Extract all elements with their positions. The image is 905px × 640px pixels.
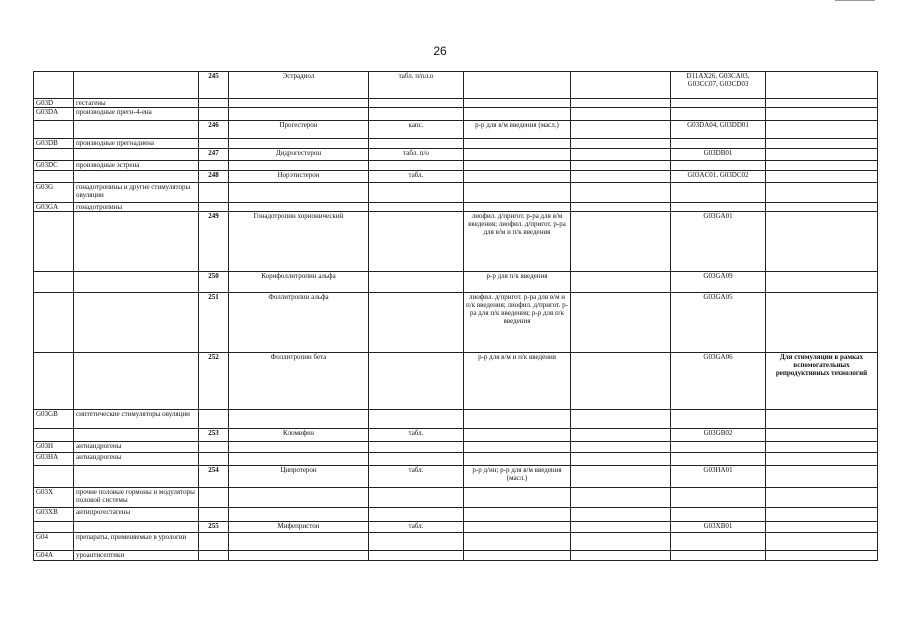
empty-cell: [369, 161, 464, 171]
dosage-form-cell: капс.: [369, 121, 464, 139]
dosage-form-solution-cell: лиофил. д/пригот. р-ра для в/м и п/к введения; лиофил. д/пригот. р-ра для п/к введения; р-р для п/к введения: [464, 293, 571, 353]
code-cell: G03DB: [34, 139, 74, 149]
empty-cell: [464, 442, 571, 453]
group-cell: препараты, применяемые в урологии: [74, 533, 199, 551]
empty-cell: [571, 442, 671, 453]
empty-cell: [74, 121, 199, 139]
dosage-form-solution-cell: [464, 429, 571, 442]
dosage-form-cell: табл.: [369, 171, 464, 183]
dosage-form-cell: [369, 272, 464, 293]
empty-cell: [229, 488, 369, 508]
empty-cell: [766, 183, 878, 203]
drug-name-cell: Фоллитропин бета: [229, 353, 369, 410]
note-cell: [766, 149, 878, 161]
empty-cell: [199, 203, 229, 212]
empty-cell: [34, 121, 74, 139]
empty-cell: [571, 99, 671, 108]
empty-cell: [34, 72, 74, 99]
drug-name-cell: Мифепристон: [229, 522, 369, 533]
dosage-form-cell: [369, 212, 464, 272]
code-cell: G03D: [34, 99, 74, 108]
drug-row: [34, 522, 878, 533]
empty-cell: [571, 212, 671, 272]
dosage-form-cell: табл. п/пл.о: [369, 72, 464, 99]
empty-cell: [671, 551, 766, 561]
empty-cell: [74, 149, 199, 161]
empty-cell: [464, 551, 571, 561]
empty-cell: [229, 551, 369, 561]
empty-cell: [34, 171, 74, 183]
code-cell: G03X: [34, 488, 74, 508]
empty-cell: [199, 410, 229, 429]
note-cell: [766, 212, 878, 272]
drug-row: [34, 149, 878, 161]
number-cell: 252: [199, 353, 229, 410]
group-cell: гонадотропины: [74, 203, 199, 212]
group-cell: антиандрогены: [74, 442, 199, 453]
drug-row: [34, 353, 878, 410]
empty-cell: [766, 442, 878, 453]
empty-cell: [229, 453, 369, 466]
dosage-form-solution-cell: [464, 149, 571, 161]
empty-cell: [671, 508, 766, 522]
empty-cell: [766, 410, 878, 429]
group-cell: производные прегнадиена: [74, 139, 199, 149]
empty-cell: [229, 410, 369, 429]
dosage-form-solution-cell: р-р для в/м и п/к введения: [464, 353, 571, 410]
empty-cell: [571, 108, 671, 121]
empty-cell: [571, 121, 671, 139]
empty-cell: [34, 212, 74, 272]
empty-cell: [369, 508, 464, 522]
class-row: [34, 183, 878, 203]
class-row: [34, 139, 878, 149]
empty-cell: [34, 429, 74, 442]
class-row: [34, 551, 878, 561]
empty-cell: [766, 551, 878, 561]
empty-cell: [229, 99, 369, 108]
note-cell: [766, 272, 878, 293]
dosage-form-cell: табл.: [369, 429, 464, 442]
empty-cell: [199, 161, 229, 171]
empty-cell: [571, 410, 671, 429]
empty-cell: [571, 453, 671, 466]
empty-cell: [229, 442, 369, 453]
empty-cell: [571, 161, 671, 171]
empty-cell: [766, 139, 878, 149]
empty-cell: [369, 410, 464, 429]
empty-cell: [74, 72, 199, 99]
group-cell: производные прегн-4-ена: [74, 108, 199, 121]
table-body: [34, 72, 878, 561]
empty-cell: [671, 442, 766, 453]
class-row: [34, 442, 878, 453]
empty-cell: [229, 508, 369, 522]
empty-cell: [464, 139, 571, 149]
empty-cell: [74, 429, 199, 442]
drug-row: [34, 171, 878, 183]
dosage-form-solution-cell: [464, 72, 571, 99]
empty-cell: [229, 203, 369, 212]
empty-cell: [464, 453, 571, 466]
empty-cell: [199, 453, 229, 466]
number-cell: 255: [199, 522, 229, 533]
dosage-form-solution-cell: [464, 171, 571, 183]
empty-cell: [766, 203, 878, 212]
empty-cell: [464, 488, 571, 508]
group-cell: антиандрогены: [74, 453, 199, 466]
empty-cell: [671, 533, 766, 551]
atc-code-cell: G03DB01: [671, 149, 766, 161]
note-cell: [766, 293, 878, 353]
empty-cell: [671, 453, 766, 466]
atc-code-cell: G03HA01: [671, 466, 766, 488]
drug-name-cell: Ципротерон: [229, 466, 369, 488]
empty-cell: [571, 466, 671, 488]
empty-cell: [571, 171, 671, 183]
empty-cell: [571, 183, 671, 203]
empty-cell: [199, 488, 229, 508]
note-cell: [766, 171, 878, 183]
empty-cell: [369, 551, 464, 561]
group-cell: синтетические стимуляторы овуляции: [74, 410, 199, 429]
drug-row: [34, 466, 878, 488]
empty-cell: [766, 508, 878, 522]
code-cell: G03DA: [34, 108, 74, 121]
dosage-form-solution-cell: [464, 522, 571, 533]
empty-cell: [74, 212, 199, 272]
empty-cell: [34, 272, 74, 293]
group-cell: производные эстрена: [74, 161, 199, 171]
empty-cell: [571, 72, 671, 99]
empty-cell: [229, 183, 369, 203]
empty-cell: [199, 183, 229, 203]
empty-cell: [199, 442, 229, 453]
group-cell: уроантисептики: [74, 551, 199, 561]
empty-cell: [464, 161, 571, 171]
dosage-form-cell: [369, 293, 464, 353]
class-row: [34, 161, 878, 171]
empty-cell: [671, 161, 766, 171]
empty-cell: [671, 410, 766, 429]
number-cell: 248: [199, 171, 229, 183]
note-cell: Для стимуляции в рамках вспомогательных репродуктивных технологий: [766, 353, 878, 410]
empty-cell: [464, 508, 571, 522]
empty-cell: [571, 522, 671, 533]
atc-code-cell: G03XB01: [671, 522, 766, 533]
empty-cell: [464, 99, 571, 108]
empty-cell: [671, 488, 766, 508]
code-cell: G04A: [34, 551, 74, 561]
empty-cell: [369, 453, 464, 466]
empty-cell: [74, 272, 199, 293]
empty-cell: [464, 183, 571, 203]
note-cell: [766, 429, 878, 442]
atc-code-cell: G03AC01, G03DC02: [671, 171, 766, 183]
code-cell: G03H: [34, 442, 74, 453]
atc-code-cell: G03GB02: [671, 429, 766, 442]
code-cell: G03HA: [34, 453, 74, 466]
empty-cell: [369, 442, 464, 453]
empty-cell: [571, 353, 671, 410]
empty-cell: [766, 453, 878, 466]
empty-cell: [671, 183, 766, 203]
drug-name-cell: Норэтистерон: [229, 171, 369, 183]
empty-cell: [199, 533, 229, 551]
number-cell: 249: [199, 212, 229, 272]
drug-row: [34, 212, 878, 272]
atc-code-cell: G03GA06: [671, 353, 766, 410]
empty-cell: [369, 108, 464, 121]
empty-cell: [369, 99, 464, 108]
empty-cell: [671, 108, 766, 121]
drug-classification-table: [33, 71, 878, 561]
drug-name-cell: Фоллитропин альфа: [229, 293, 369, 353]
empty-cell: [199, 139, 229, 149]
number-cell: 250: [199, 272, 229, 293]
code-cell: G04: [34, 533, 74, 551]
empty-cell: [34, 353, 74, 410]
drug-row: [34, 293, 878, 353]
class-row: [34, 410, 878, 429]
empty-cell: [369, 139, 464, 149]
class-row: [34, 533, 878, 551]
group-cell: антипрогестагены: [74, 508, 199, 522]
drug-row: [34, 272, 878, 293]
empty-cell: [571, 203, 671, 212]
empty-cell: [34, 293, 74, 353]
number-cell: 246: [199, 121, 229, 139]
drug-row: [34, 429, 878, 442]
empty-cell: [766, 108, 878, 121]
code-cell: G03DC: [34, 161, 74, 171]
note-cell: [766, 72, 878, 99]
code-cell: G03XB: [34, 508, 74, 522]
dosage-form-cell: табл.: [369, 466, 464, 488]
empty-cell: [199, 99, 229, 108]
empty-cell: [464, 108, 571, 121]
empty-cell: [766, 99, 878, 108]
empty-cell: [571, 508, 671, 522]
number-cell: 245: [199, 72, 229, 99]
empty-cell: [766, 488, 878, 508]
group-cell: гестагены: [74, 99, 199, 108]
empty-cell: [199, 508, 229, 522]
code-cell: G03G: [34, 183, 74, 203]
empty-cell: [199, 108, 229, 121]
class-row: [34, 488, 878, 508]
number-cell: 247: [199, 149, 229, 161]
dosage-form-solution-cell: р-р для п/к введения: [464, 272, 571, 293]
empty-cell: [369, 183, 464, 203]
empty-cell: [671, 139, 766, 149]
empty-cell: [34, 149, 74, 161]
drug-name-cell: Прогестерон: [229, 121, 369, 139]
empty-cell: [34, 466, 74, 488]
empty-cell: [671, 203, 766, 212]
empty-cell: [464, 533, 571, 551]
class-row: [34, 203, 878, 212]
dosage-form-cell: [369, 353, 464, 410]
atc-code-cell: G03DA04, G03DD01: [671, 121, 766, 139]
empty-cell: [74, 293, 199, 353]
note-cell: [766, 522, 878, 533]
empty-cell: [369, 533, 464, 551]
empty-cell: [229, 139, 369, 149]
drug-name-cell: Корифоллитропин альфа: [229, 272, 369, 293]
class-row: [34, 453, 878, 466]
empty-cell: [74, 171, 199, 183]
empty-cell: [571, 533, 671, 551]
drug-row: [34, 72, 878, 99]
empty-cell: [369, 488, 464, 508]
empty-cell: [571, 488, 671, 508]
class-row: [34, 108, 878, 121]
atc-code-cell: D11AX26, G03CA03, G03CC07, G03CD03: [671, 72, 766, 99]
page-number: 26: [433, 44, 447, 58]
empty-cell: [464, 410, 571, 429]
dosage-form-solution-cell: р-р для в/м введения (масл.): [464, 121, 571, 139]
group-cell: гонадотропины и другие стимуляторы овуляции: [74, 183, 199, 203]
empty-cell: [766, 161, 878, 171]
atc-code-cell: G03GA01: [671, 212, 766, 272]
note-cell: [766, 121, 878, 139]
drug-name-cell: Эстрадиол: [229, 72, 369, 99]
empty-cell: [571, 149, 671, 161]
number-cell: 254: [199, 466, 229, 488]
empty-cell: [34, 522, 74, 533]
drug-name-cell: Гонадотропин хорионический: [229, 212, 369, 272]
group-cell: прочие половые гормоны и модуляторы половой системы: [74, 488, 199, 508]
empty-cell: [74, 466, 199, 488]
number-cell: 253: [199, 429, 229, 442]
drug-name-cell: Кломифен: [229, 429, 369, 442]
number-cell: 251: [199, 293, 229, 353]
dosage-form-solution-cell: р-р д/ин; р-р для в/м введения (масл.): [464, 466, 571, 488]
note-cell: [766, 466, 878, 488]
class-row: [34, 99, 878, 108]
drug-name-cell: Дидрогестерон: [229, 149, 369, 161]
empty-cell: [571, 272, 671, 293]
drug-row: [34, 121, 878, 139]
empty-cell: [199, 551, 229, 561]
empty-cell: [571, 139, 671, 149]
empty-cell: [229, 533, 369, 551]
empty-cell: [229, 108, 369, 121]
dosage-form-cell: табл.: [369, 522, 464, 533]
empty-cell: [74, 353, 199, 410]
corner-scan-mark: [835, 0, 875, 4]
dosage-form-cell: табл. п/о: [369, 149, 464, 161]
empty-cell: [766, 533, 878, 551]
atc-code-cell: G03GA05: [671, 293, 766, 353]
empty-cell: [464, 203, 571, 212]
empty-cell: [671, 99, 766, 108]
empty-cell: [571, 429, 671, 442]
code-cell: G03GB: [34, 410, 74, 429]
empty-cell: [229, 161, 369, 171]
empty-cell: [571, 551, 671, 561]
atc-code-cell: G03GA09: [671, 272, 766, 293]
dosage-form-solution-cell: лиофил. д/пригот. р-ра для в/м введения; лиофил. д/пригот. р-ра для в/м и п/к введения: [464, 212, 571, 272]
empty-cell: [369, 203, 464, 212]
code-cell: G03GA: [34, 203, 74, 212]
empty-cell: [571, 293, 671, 353]
class-row: [34, 508, 878, 522]
empty-cell: [74, 522, 199, 533]
